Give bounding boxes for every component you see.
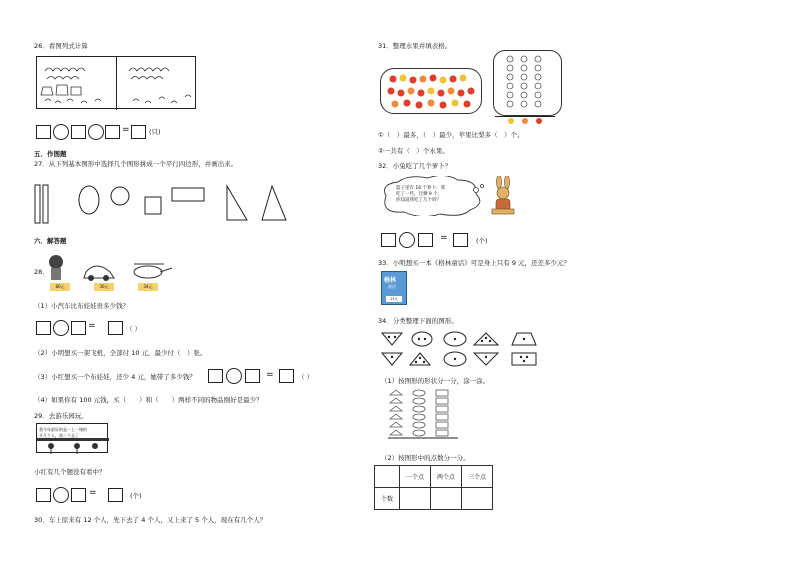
table-header: 一个点 xyxy=(400,466,431,488)
table-cell[interactable] xyxy=(431,488,462,510)
dotted-shapes xyxy=(378,329,568,369)
bubble-line: 篮子里有 16 个萝卜，我 xyxy=(396,186,446,191)
q30-text: 30．车上原来有 12 个人，先下去了 4 个人，又上来了 5 个人，现在有几个人？ xyxy=(34,516,267,524)
table-cell[interactable] xyxy=(462,488,493,510)
q34-text: 34．分类整理下面的图形。 xyxy=(378,317,458,325)
operator-circle[interactable] xyxy=(53,124,69,140)
q28-4-text: （4）如果你有 100 元钱，买（ ）和（ ）两样不同的物品刚好是最少？ xyxy=(34,396,263,404)
q33-text: 33．小明想买一本《格林童话》可是身上只有 9 元，还差多少元？ xyxy=(378,259,571,267)
answer-box[interactable] xyxy=(208,369,223,383)
unit-label: (个) xyxy=(130,492,142,500)
q29-picture xyxy=(36,423,108,453)
section-heading: 六．解答题 xyxy=(34,237,67,245)
equals-sign: = xyxy=(266,370,274,380)
fruit-labels xyxy=(505,117,555,126)
result-box[interactable] xyxy=(279,369,294,383)
result-box[interactable] xyxy=(108,488,123,502)
answer-box[interactable] xyxy=(36,125,51,139)
q31-2-text: ②一共有（ ）个水果。 xyxy=(378,147,449,155)
operator-circle[interactable] xyxy=(399,232,415,248)
q31-1-text: ①（ ）最多，（ ）最少，苹果比梨多（ ）个。 xyxy=(378,131,524,139)
table-cell[interactable] xyxy=(400,488,431,510)
dot-count-table xyxy=(374,465,493,510)
q26-title: 26．看图列式计算 xyxy=(34,42,88,50)
result-box[interactable] xyxy=(131,125,146,139)
equals-sign: = xyxy=(89,488,97,498)
unit-label: (个) xyxy=(476,237,488,245)
unit-label: (只) xyxy=(149,128,161,136)
basic-shapes xyxy=(34,183,294,225)
fruit-sort-grid xyxy=(493,50,562,116)
answer-box[interactable] xyxy=(381,233,396,247)
price-tag: 30元 xyxy=(94,283,114,291)
operator-circle[interactable] xyxy=(226,368,242,384)
q32-text: 32．小兔吃了几个萝卜？ xyxy=(378,162,452,170)
price-tag: 80元 xyxy=(50,283,70,291)
bubble-line: 吃了一些，还剩 9 个， xyxy=(396,192,443,197)
sign-text: 开几个人，第三个去了 xyxy=(39,433,79,438)
q26-picture xyxy=(36,56,196,109)
sign-text: 我今年最好的是一上一课的 xyxy=(39,427,87,432)
unit-label: （ ） xyxy=(298,373,314,381)
equals-sign: = xyxy=(122,125,130,135)
operator-circle[interactable] xyxy=(53,487,69,503)
section-heading: 五．作图题 xyxy=(34,150,67,158)
equals-sign: = xyxy=(440,233,448,243)
book-cover xyxy=(381,271,407,305)
answer-box[interactable] xyxy=(245,369,260,383)
book-price: 13元 xyxy=(386,296,402,302)
table-corner xyxy=(375,466,400,488)
q28-2-text: （2）小明想买一架飞机，全部付 10 元，最少付（ ）张。 xyxy=(34,349,207,357)
table-header: 三个点 xyxy=(462,466,493,488)
q28-1-text: （1）小汽车比布娃娃贵多少钱？ xyxy=(34,302,130,310)
table-header: 两个点 xyxy=(431,466,462,488)
equals-sign: = xyxy=(88,321,96,331)
fruit-mixed-panel xyxy=(380,68,482,114)
bubble-line: 你知道我吃了几个吗？ xyxy=(396,198,441,203)
answer-box[interactable] xyxy=(71,488,86,502)
unit-label: （ ） xyxy=(126,325,142,333)
answer-box[interactable] xyxy=(71,321,86,335)
book-subtitle: 童话 xyxy=(388,284,396,289)
q29-text: 29．去游乐园玩。 xyxy=(34,412,88,420)
book-title: 格林 xyxy=(384,277,397,284)
answer-box[interactable] xyxy=(418,233,433,247)
shape-sort-chart xyxy=(388,388,458,448)
answer-box[interactable] xyxy=(71,125,86,139)
q31-text: 31．整理水果并填表格。 xyxy=(378,42,452,50)
q34-1-text: （1）按图形的形状分一分，涂一涂。 xyxy=(381,377,490,385)
result-box[interactable] xyxy=(108,321,123,335)
result-box[interactable] xyxy=(453,233,468,247)
price-tag: 34元 xyxy=(138,283,158,291)
q28-number: 28． xyxy=(34,268,49,276)
q34-2-text: （2）按图形中的点数分一分。 xyxy=(381,454,470,462)
answer-box[interactable] xyxy=(105,125,120,139)
q29-question: 小红有几个题没有看中？ xyxy=(34,468,106,476)
operator-circle[interactable] xyxy=(88,124,104,140)
q28-3-text: （3）小红想买一个布娃娃，还少 4 元，她带了多少钱？ xyxy=(34,373,196,381)
rabbit-picture xyxy=(488,176,518,216)
answer-box[interactable] xyxy=(36,488,51,502)
table-row-label: 个数 xyxy=(375,488,400,510)
answer-box[interactable] xyxy=(36,321,51,335)
operator-circle[interactable] xyxy=(53,320,69,336)
q27-text: 27．从下列基本图形中选择几个图形拼成一个平行四边形，并画出来。 xyxy=(34,160,238,168)
